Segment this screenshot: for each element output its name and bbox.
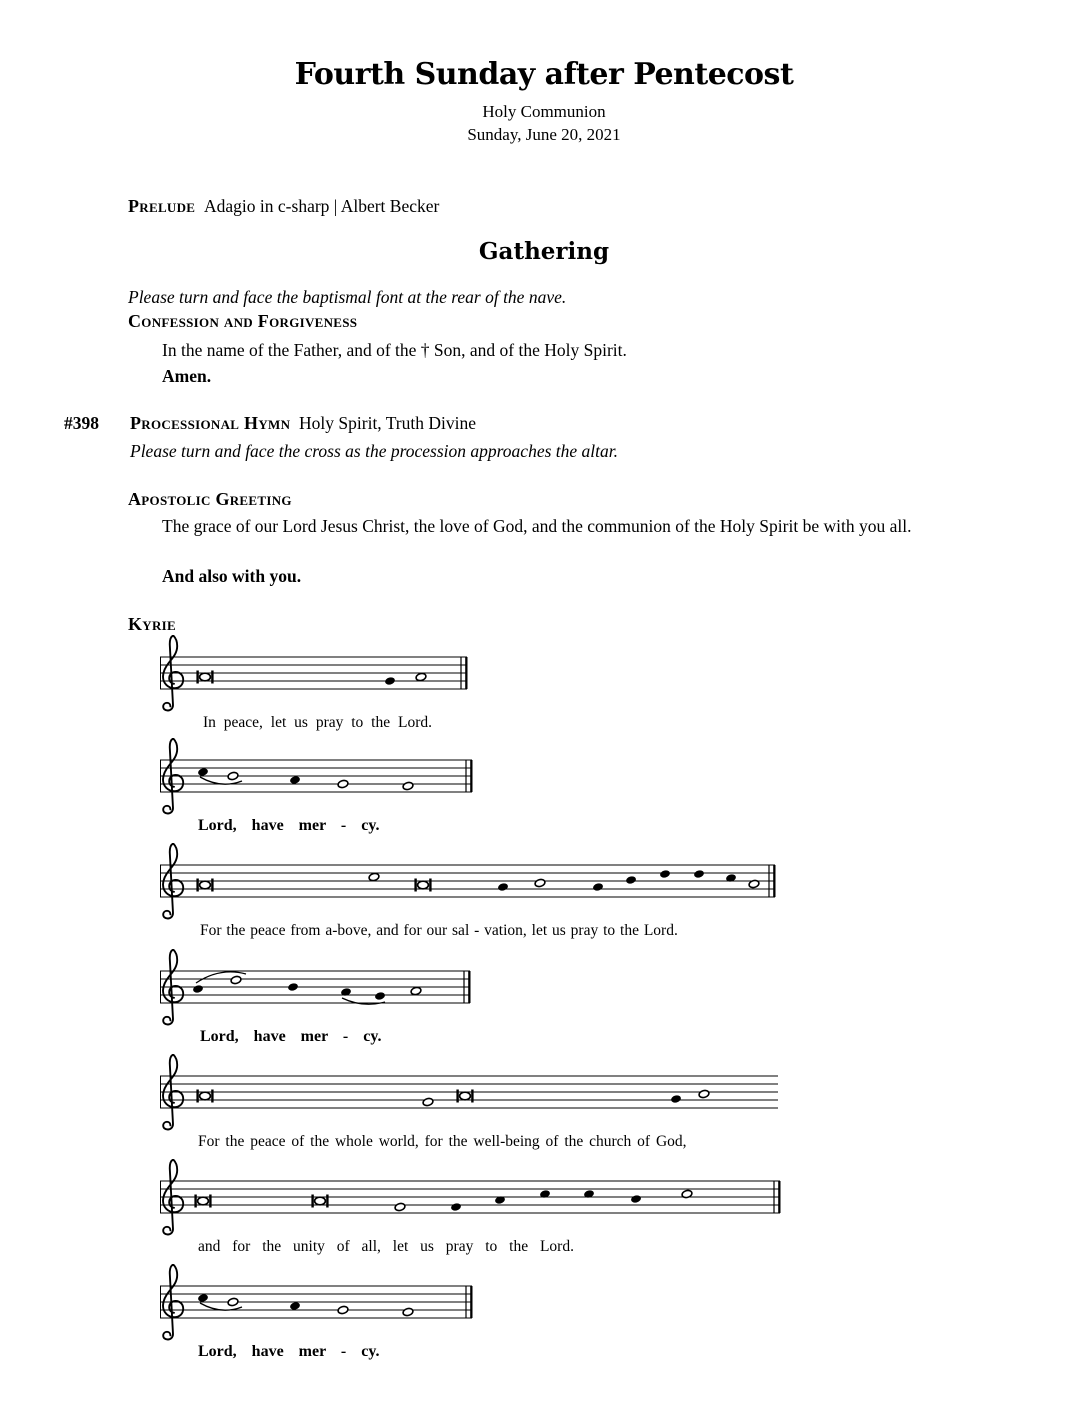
open-notehead <box>402 781 413 790</box>
lyric-line-4: Lord, have mer - cy. <box>200 1028 382 1045</box>
breve-notehead <box>418 881 429 889</box>
open-notehead <box>698 1089 709 1098</box>
solid-notehead <box>289 1301 301 1310</box>
breve-bar <box>429 879 431 892</box>
breve-bar <box>211 879 213 892</box>
hymn-number: #398 <box>64 413 99 433</box>
open-notehead <box>402 1307 413 1316</box>
breve-bar <box>194 1195 196 1208</box>
prelude-label: Prelude <box>128 196 196 216</box>
lyric-line-3: For the peace from a-bove, and for our sal - vation, let us pray to the Lord. <box>200 922 678 939</box>
staff-3 <box>158 843 779 921</box>
breve-bar <box>196 879 198 892</box>
lyric-line-5: For the peace of the whole world, for the well-being of the church of God, <box>198 1133 687 1150</box>
solid-notehead <box>630 1194 642 1203</box>
solid-notehead <box>197 767 209 776</box>
solid-notehead <box>374 991 386 1000</box>
open-notehead <box>422 1097 433 1106</box>
open-notehead <box>227 771 238 780</box>
processional-hymn-line <box>64 413 476 434</box>
kyrie-heading: Kyrie <box>128 614 177 634</box>
breve-bar <box>414 879 416 892</box>
breve-bar <box>326 1195 328 1208</box>
solid-notehead <box>670 1094 682 1103</box>
apostolic-greeting-heading: Apostolic Greeting <box>128 489 292 509</box>
solid-notehead <box>384 676 396 685</box>
open-notehead <box>227 1297 238 1306</box>
service-date: Sunday, June 20, 2021 <box>467 125 621 144</box>
breve-bar <box>211 1090 213 1103</box>
lyric-line-6: and for the unity of all, let us pray to the Lord. <box>198 1238 574 1255</box>
music-system-6 <box>158 1159 784 1256</box>
breve-notehead <box>200 881 211 889</box>
end-barline-thick <box>468 971 470 1003</box>
music-system-4 <box>158 949 474 1046</box>
solid-notehead <box>289 775 301 784</box>
end-barline-thick <box>778 1181 780 1213</box>
staff-7 <box>158 1264 476 1342</box>
end-barline-thick <box>470 1286 472 1318</box>
breve-notehead <box>200 673 211 681</box>
solid-notehead <box>693 869 705 878</box>
open-notehead <box>394 1202 405 1211</box>
breve-bar <box>456 1090 458 1103</box>
processional-hymn-label: Processional Hymn <box>130 413 291 433</box>
open-notehead <box>410 986 421 995</box>
solid-notehead <box>659 869 671 878</box>
solid-notehead <box>192 984 204 993</box>
end-barline-thick <box>773 865 775 897</box>
breve-bar <box>471 1090 473 1103</box>
greeting-response: And also with you. <box>162 566 302 586</box>
greeting-text: The grace of our Lord Jesus Christ, the love of God, and the communion of the Holy Spirit be with you all. <box>162 516 912 536</box>
confession-response: Amen. <box>162 366 212 386</box>
lyric-line-2: Lord, have mer - cy. <box>198 817 380 834</box>
open-notehead <box>337 779 348 788</box>
staff-1 <box>158 635 471 713</box>
hymn-title: Holy Spirit, Truth Divine <box>299 413 477 433</box>
service-type: Holy Communion <box>482 102 606 121</box>
solid-notehead <box>197 1293 209 1302</box>
staff-5 <box>158 1054 782 1132</box>
music-system-2 <box>158 738 476 835</box>
prelude-text: Adagio in c-sharp | Albert Becker <box>204 196 440 216</box>
end-barline-thick <box>465 657 467 689</box>
gathering-heading: Gathering <box>478 238 610 265</box>
breve-notehead <box>315 1197 326 1205</box>
solid-notehead <box>592 882 604 891</box>
breve-notehead <box>198 1197 209 1205</box>
breve-bar <box>196 671 198 684</box>
staff-4 <box>158 949 474 1027</box>
confession-text: In the name of the Father, and of the † Son, and of the Holy Spirit. <box>162 340 627 360</box>
music-system-5 <box>158 1054 782 1151</box>
page-title: Fourth Sunday after Pentecost <box>294 57 794 92</box>
staff-6 <box>158 1159 784 1237</box>
open-notehead <box>230 975 241 984</box>
lyric-line-7: Lord, have mer - cy. <box>198 1343 380 1360</box>
solid-notehead <box>625 875 637 884</box>
confession-heading: Confession and Forgiveness <box>128 311 358 331</box>
rubric-procession: Please turn and face the cross as the procession approaches the altar. <box>130 441 618 461</box>
breve-bar <box>311 1195 313 1208</box>
open-notehead <box>368 872 379 881</box>
breve-bar <box>196 1090 198 1103</box>
music-system-3 <box>158 843 779 940</box>
music-system-7 <box>158 1264 476 1361</box>
open-notehead <box>415 672 426 681</box>
breve-notehead <box>460 1092 471 1100</box>
music-system-1 <box>158 635 471 732</box>
breve-bar <box>211 671 213 684</box>
breve-notehead <box>200 1092 211 1100</box>
end-barline-thick <box>470 760 472 792</box>
prelude-line <box>128 196 439 217</box>
solid-notehead <box>497 882 509 891</box>
lyric-line-1: In peace, let us pray to the Lord. <box>203 714 432 731</box>
rubric-baptismal-font: Please turn and face the baptismal font at the rear of the nave. <box>128 287 567 307</box>
open-notehead <box>534 878 545 887</box>
open-notehead <box>337 1305 348 1314</box>
solid-notehead <box>450 1202 462 1211</box>
solid-notehead <box>287 982 299 991</box>
staff-2 <box>158 738 476 816</box>
breve-bar <box>209 1195 211 1208</box>
